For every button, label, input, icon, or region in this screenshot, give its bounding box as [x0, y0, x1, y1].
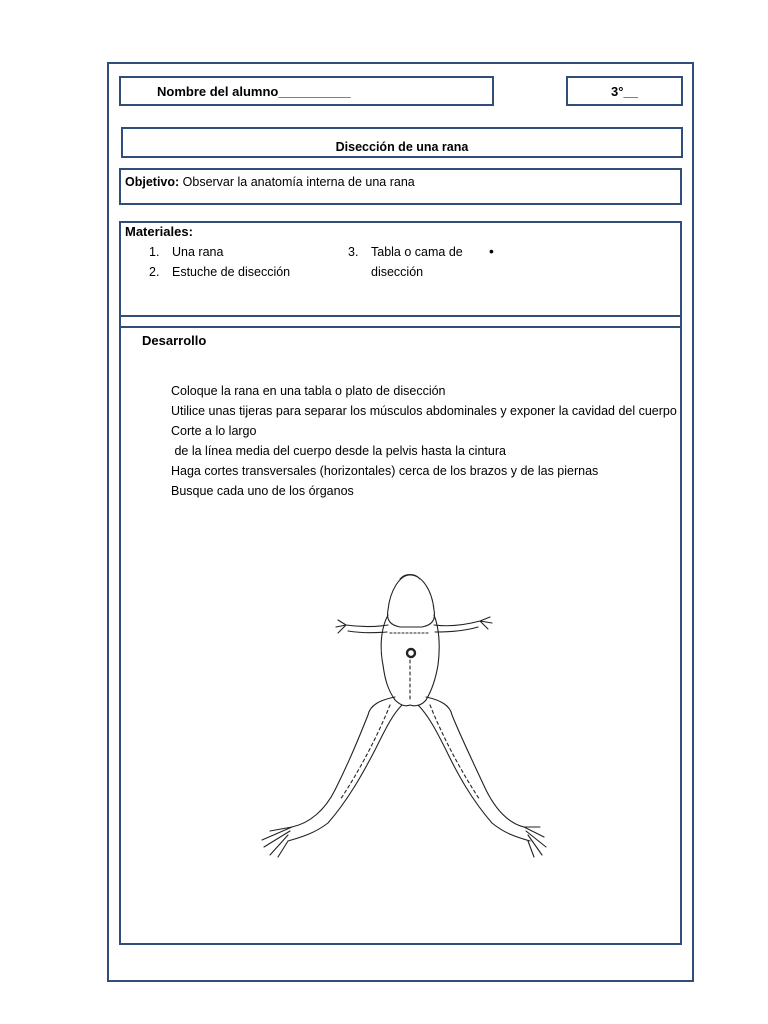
page-title: Disección de una rana	[335, 140, 469, 154]
step-line: de la línea media del cuerpo desde la pelvis hasta la cintura	[171, 444, 506, 458]
material-number: 1.	[149, 245, 160, 259]
step-line: Coloque la rana en una tabla o plato de disección	[171, 384, 446, 398]
step-line: Utilice unas tijeras para separar los músculos abdominales y exponer la cavidad del cuerpo	[171, 404, 677, 418]
material-text: Tabla o cama de	[371, 245, 463, 259]
material-number: 2.	[149, 265, 160, 279]
grade-label: 3°__	[611, 84, 638, 99]
objective-text: Observar la anatomía interna de una rana	[179, 175, 415, 189]
material-bullet: •	[489, 243, 494, 259]
material-number: 3.	[348, 245, 359, 259]
frog-dissection-diagram	[240, 565, 560, 860]
grade-box	[566, 76, 683, 106]
steps-list	[171, 381, 677, 501]
objective-label: Objetivo:	[125, 175, 180, 189]
objective-box	[119, 168, 682, 205]
materials-box	[119, 221, 682, 328]
step-line: Haga cortes transversales (horizontales) cerca de los brazos y de las piernas	[171, 464, 599, 478]
material-text: disección	[371, 265, 424, 279]
title-box	[121, 127, 683, 158]
materials-heading: Materiales:	[125, 224, 193, 239]
development-heading: Desarrollo	[142, 333, 207, 348]
step-line: Busque cada uno de los órganos	[171, 484, 354, 498]
objective-line	[125, 175, 415, 189]
student-name-label: Nombre del alumno__________	[157, 84, 351, 99]
student-name-box	[119, 76, 494, 106]
step-line: Corte a lo largo	[171, 424, 257, 438]
material-text: Estuche de disección	[172, 265, 291, 279]
material-text: Una rana	[172, 245, 224, 259]
